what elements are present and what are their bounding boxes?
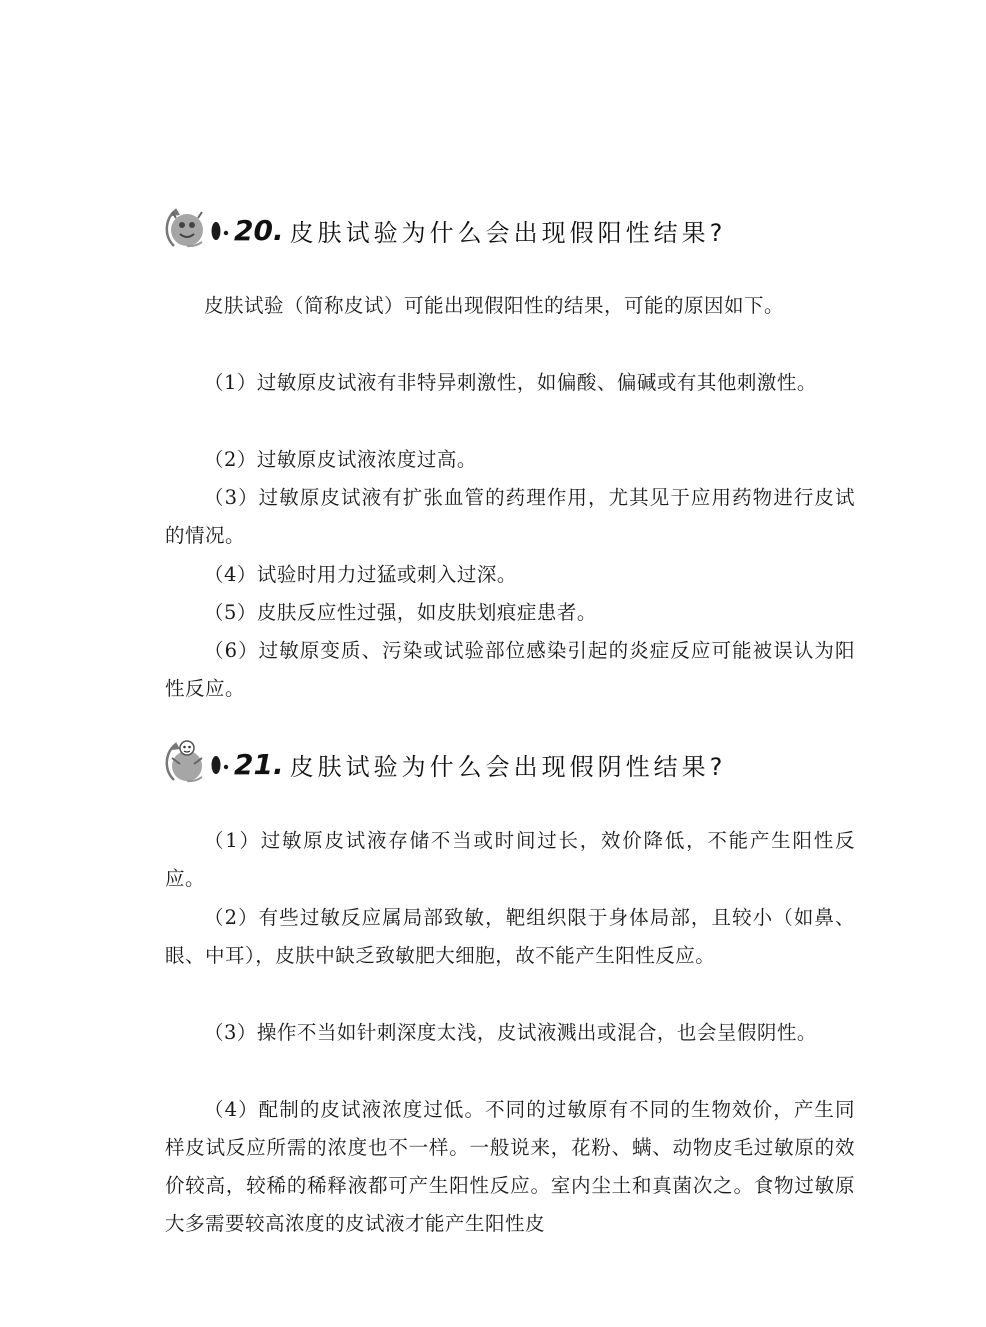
paragraph: （1）过敏原皮试液存储不当或时间过长，效价降低，不能产生阳性反应。 bbox=[165, 829, 855, 890]
section-21-heading bbox=[162, 734, 882, 794]
paragraph: （2）有些过敏反应属局部致敏，靶组织限于身体局部，且较小（如鼻、眼、中耳），皮肤中缺乏致敏肥大细胞，故不能产生阳性反应。 bbox=[165, 906, 855, 967]
section-number: 20. bbox=[234, 213, 284, 247]
paragraph: （3）操作不当如针刺深度太浅，皮试液溅出或混合，也会呈假阴性。 bbox=[204, 1021, 817, 1044]
section-title: 皮肤试验为什么会出现假阳性结果? bbox=[289, 218, 727, 247]
paragraph: （4）配制的皮试液浓度过低。不同的过敏原有不同的生物效价，产生同样皮试反应所需的浓度也不一样。一般说来，花粉、螨、动物皮毛过敏原的效价较高，较稀的稀释液都可产生阳性反应。室内尘土和真菌次之。食物过敏原大多需要较高浓度的皮试液才能产生阳性皮 bbox=[165, 1098, 855, 1235]
paragraph: （4）试验时用力过猛或刺入过深。 bbox=[204, 563, 517, 586]
section-number: 21. bbox=[234, 747, 284, 781]
paragraph: （6）过敏原变质、污染或试验部位感染引起的炎症反应可能被误认为阳性反应。 bbox=[165, 639, 855, 700]
paragraph: （2）过敏原皮试液浓度过高。 bbox=[204, 448, 477, 471]
paragraph: （5）皮肤反应性过强，如皮肤划痕症患者。 bbox=[204, 601, 597, 624]
section-20-heading bbox=[162, 200, 882, 260]
paragraph: （3）过敏原皮试液有扩张血管的药理作用，尤其见于应用药物进行皮试的情况。 bbox=[165, 486, 855, 547]
mascot-bullet-icon bbox=[162, 734, 232, 794]
section-title: 皮肤试验为什么会出现假阴性结果? bbox=[289, 752, 727, 781]
paragraph: （1）过敏原皮试液有非特异刺激性，如偏酸、偏碱或有其他刺激性。 bbox=[204, 371, 817, 394]
paragraph: 皮肤试验（简称皮试）可能出现假阳性的结果，可能的原因如下。 bbox=[204, 294, 785, 317]
mascot-bullet-icon bbox=[162, 200, 232, 260]
